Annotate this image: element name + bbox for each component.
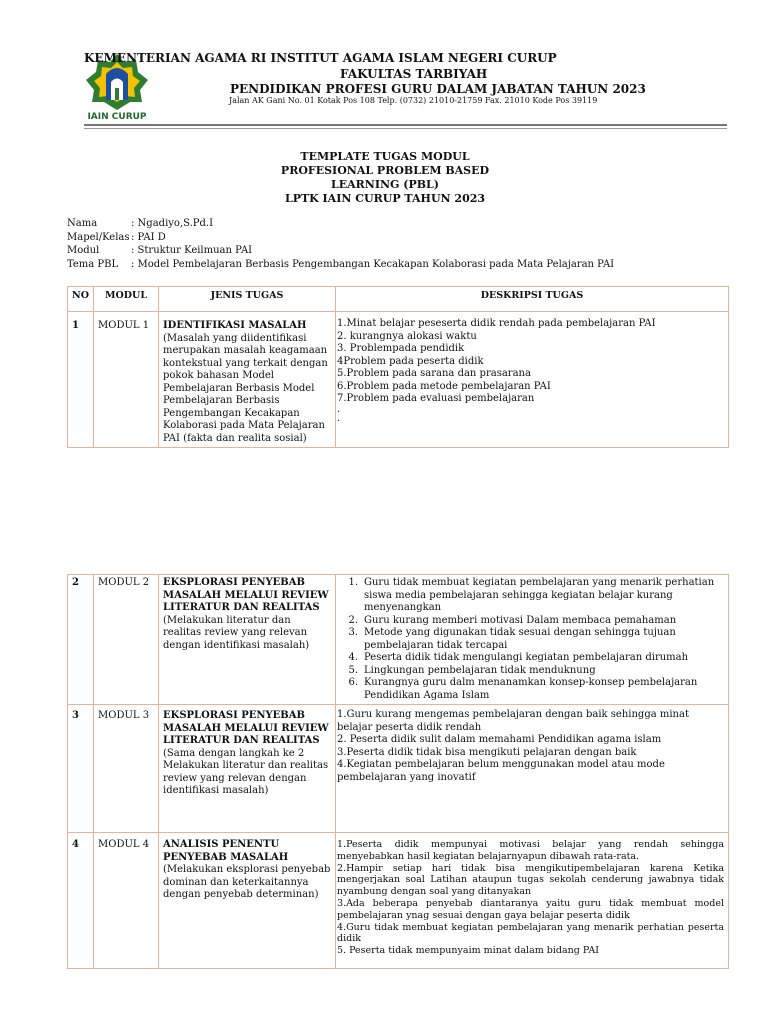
desc-item: 1.Minat belajar peseserta didik rendah pada pembelajaran PAI [337,318,656,329]
desc-item: 1.Guru kurang mengemas pembelajaran dengan baik sehingga minat belajar peserta didik rendah [337,709,689,733]
header-ministry: KEMENTERIAN AGAMA RI INSTITUT AGAMA ISLAM NEGERI CURUP [84,51,557,65]
item-number: 2. [348,614,358,626]
row-deskripsi [336,575,729,705]
desc-item: 5.Problem pada sarana dan prasarana [337,368,531,379]
info-row-modul [67,244,614,258]
info-label: Tema PBL [67,258,119,270]
jenis-title: ANALISIS PENENTU PENYEBAB MASALAH [163,839,289,863]
item-number: 1. [348,577,358,588]
desc-item [336,652,724,665]
jenis-title: EKSPLORASI PENYEBAB MASALAH MELALUI REVIEW LITERATUR DAN REALITAS [163,577,329,613]
desc-item: 3.Peserta didik tidak bisa mengikuti pelajaran dengan baik [337,746,637,758]
row-modul: MODUL 4 [94,833,159,969]
identity-block [67,217,614,271]
item-text: Guru tidak membuat kegiatan pembelajaran yang menarik perhatian siswa media pembelajaran sehingga kegiatan belajar kurang menyenangkan [364,577,715,613]
table-row [68,312,729,448]
desc-list [336,577,724,702]
info-label: Mapel/Kelas [67,231,130,243]
jenis-desc: (Melakukan eksplorasi penyebab dominan dan keterkaitannya dengan penyebab determinan) [163,864,331,900]
desc-item: 4.Kegiatan pembelajaran belum menggunakan model atau mode pembelajaran yang inovatif [337,759,665,783]
item-text: Lingkungan pembelajaran tidak menduknung [364,664,596,676]
row-modul: MODUL 1 [94,312,159,448]
title-line: TEMPLATE TUGAS MODUL [300,150,470,163]
info-label: Nama [67,218,98,229]
jenis-desc: (Masalah yang diidentifikasi merupakan masalah keagamaan kontekstual yang terkait dengan pokok bahasan Model Pembelajaran Berbasis Model Pembelajaran Berbasis Pengembangan Kecakapan Kolaborasi pada Mata Pelajaran PAI (fakta dan realita sosial) [163,332,328,444]
item-text: Kurangnya guru dalm menanamkan konsep-konsep pembelajaran Pendidikan Agama Islam [364,677,698,701]
row-jenis-tugas [159,833,336,969]
task-table-page2 [67,574,729,969]
header-divider-thin [84,128,727,129]
jenis-desc: (Melakukan literatur dan realitas review yang relevan dengan identifikasi masalah) [163,614,310,651]
table-row [68,705,729,833]
item-number: 6. [348,677,358,688]
desc-item: 3. Problempada pendidik [337,343,465,354]
desc-item: 6.Problem pada metode pembelajaran PAI [337,380,551,392]
row-no: 1 [68,312,94,448]
info-row-tema [67,258,614,272]
item-number: 4. [348,652,358,663]
header-faculty: FAKULTAS TARBIYAH [340,67,488,81]
desc-item: 4Problem pada peserta didik [337,355,484,367]
desc-item [336,627,724,652]
info-row-mapel [67,231,614,245]
desc-item: 5. Peserta tidak mempunyaim minat dalam bidang PAI [337,945,600,957]
desc-item: 1.Peserta didik mempunyai motivasi belajar yang rendah sehingga menyebabkan hasil kegiatan belajarnyapun dibawah rata-rata. [337,839,724,862]
info-value: : PAI D [131,231,166,243]
row-no: 3 [68,705,94,833]
desc-item: 4.Guru tidak membuat kegiatan pembelajaran yang menarik perhatian peserta didik [337,921,724,945]
title-line: LEARNING (PBL) [331,178,439,191]
table-row [68,833,729,969]
desc-item [336,677,724,702]
col-header-modul: MODUL [94,287,159,312]
info-value: : Struktur Keilmuan PAI [131,245,253,256]
info-value: : Model Pembelajaran Berbasis Pengembangan Kecakapan Kolaborasi pada Mata Pelajaran PAI [131,258,615,270]
info-value: : Ngadiyo,S.Pd.I [131,218,214,229]
desc-item: 2.Hampir setiap hari tidak bisa mengikutipembelajaran karena Ketika mengerjakan soal Latihan ataupun tugas sekolah cenderung jawabnya tidak nyambung dengan soal yang ditanyakan [337,862,724,898]
row-no: 4 [68,833,94,969]
desc-item: 3.Ada beberapa penyebab diantaranya yaitu guru tidak membuat model pembelajaran ynag sesuai dengan gaya belajar peserta didik [337,897,724,921]
desc-item [336,615,724,628]
row-modul: MODUL 2 [94,575,159,705]
row-deskripsi [336,705,729,833]
desc-item: . [337,403,341,415]
table-header-row [68,287,729,312]
desc-item: 7.Problem pada evaluasi pembelajaran [337,393,535,404]
desc-item: 2. Peserta didik sulit dalam memahami Pendidikan agama islam [337,734,662,745]
row-modul: MODUL 3 [94,705,159,833]
table-row [68,575,729,705]
title-line: LPTK IAIN CURUP TAHUN 2023 [284,192,486,205]
row-no: 2 [68,575,94,705]
info-label: Modul [67,245,100,256]
item-number: 5. [348,664,358,676]
row-deskripsi [336,312,729,448]
header-address: Jalan AK Gani No. 01 Kotak Pos 108 Telp. (0732) 21010-21759 Fax. 21010 Kode Pos 39119 [229,96,598,105]
row-jenis-tugas [159,312,336,448]
logo-label: IAIN CURUP [87,112,147,122]
col-header-deskripsi: DESKRIPSI TUGAS [336,287,729,312]
desc-item: 2. kurangnya alokasi waktu [337,330,477,342]
title-line: PROFESIONAL PROBLEM BASED [280,164,490,177]
col-header-jenis: JENIS TUGAS [159,287,336,312]
item-text: Guru kurang memberi motivasi Dalam membaca pemahaman [364,614,677,626]
col-header-no: NO [68,287,94,312]
item-number: 3. [348,627,358,638]
desc-item: . [337,412,341,424]
jenis-desc: (Sama dengan langkah ke 2 Melakukan literatur dan realitas review yang relevan dengan identifikasi masalah) [163,747,329,796]
task-table-page1 [67,286,729,448]
jenis-title: IDENTIFIKASI MASALAH [163,320,307,331]
desc-item [336,577,724,615]
item-text: Metode yang digunakan tidak sesuai dengan sehingga tujuan pembelajaran tidak tercapai [364,627,676,651]
row-jenis-tugas [159,705,336,833]
document-title [250,150,520,206]
jenis-title: EKSPLORASI PENYEBAB MASALAH MELALUI REVIEW LITERATUR DAN REALITAS [163,710,329,746]
item-text: Peserta didik tidak mengulangi kegiatan pembelajaran dirumah [364,652,689,663]
info-row-nama [67,217,614,231]
header-program: PENDIDIKAN PROFESI GURU DALAM JABATAN TAHUN 2023 [230,82,646,96]
desc-item [336,665,724,678]
header-divider [84,124,727,126]
row-jenis-tugas [159,575,336,705]
row-deskripsi [336,833,729,969]
